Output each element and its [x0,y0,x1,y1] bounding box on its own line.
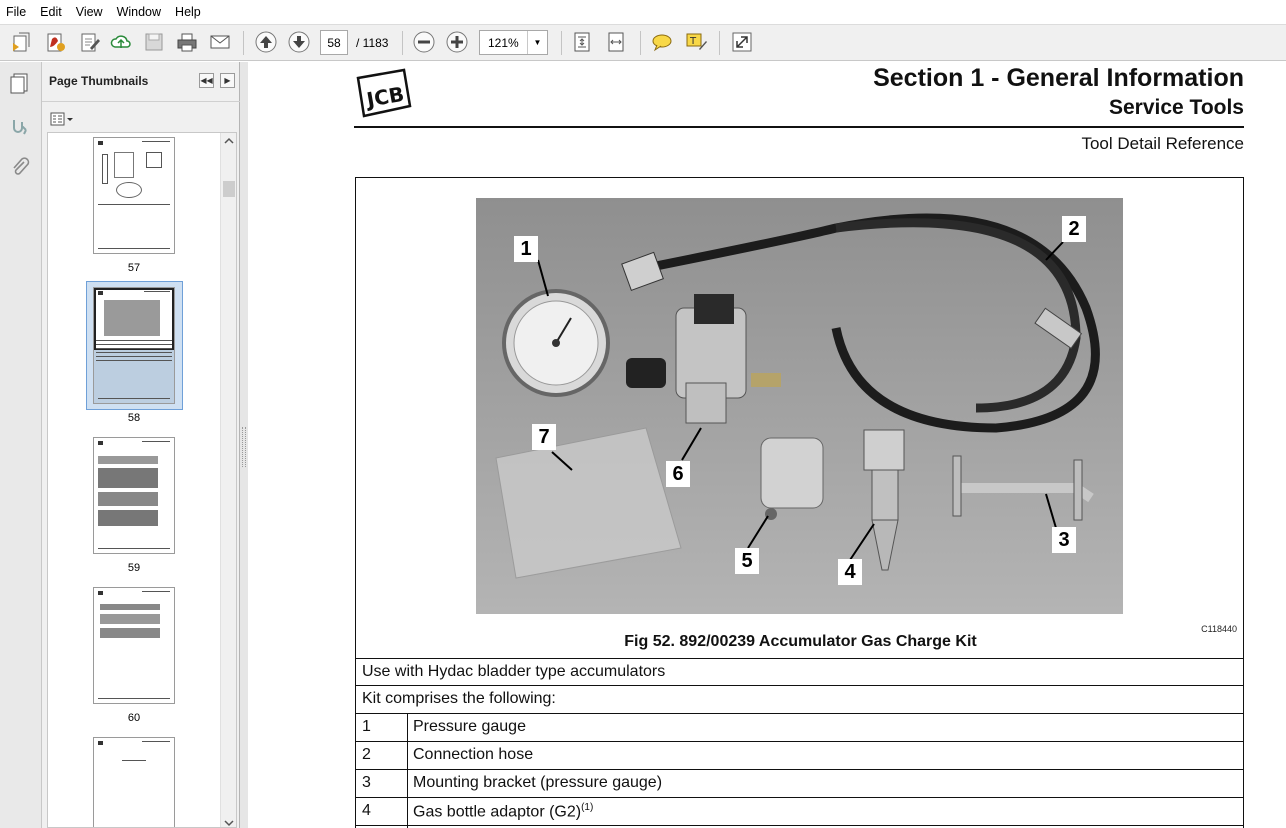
table-row [355,770,1244,798]
section-subtitle: Service Tools [1108,96,1244,119]
figure-caption: Fig 52. 892/00239 Accumulator Gas Charge Kit [624,633,977,650]
accumulator-kit-photo [476,198,1123,614]
table-row [355,714,1244,742]
zoom-select[interactable] [479,30,548,55]
menu-bar [0,0,1286,24]
item-description: Connection hose [413,746,534,763]
thumbnail-list[interactable] [47,132,237,828]
callout-3: 3 [1052,527,1076,553]
figure-box [355,177,1244,660]
thumbnail-label: 59 [127,562,141,574]
edit-document-icon[interactable] [76,29,102,55]
zoom-in-icon[interactable] [444,29,470,55]
table-row [355,658,1244,686]
menu-file[interactable]: File [6,5,27,19]
item-description: Mounting bracket (pressure gauge) [413,774,663,791]
callout-4: 4 [838,559,862,585]
header-rule [354,126,1244,128]
fit-page-icon[interactable] [569,29,595,55]
thumbnail-options-button[interactable] [50,110,76,128]
panel-header [42,62,240,102]
thumbnail-page-61[interactable] [93,737,175,828]
scrollbar-thumb[interactable] [223,181,235,197]
document-page [248,62,1286,828]
print-icon[interactable] [174,29,200,55]
thumbnail-page-57[interactable] [93,137,175,254]
navigation-rail [0,62,42,828]
item-number: 1 [362,718,371,735]
kit-table [355,658,1244,828]
table-intro: Kit comprises the following: [362,690,556,707]
previous-page-icon[interactable] [253,29,279,55]
callout-1: 1 [514,236,538,262]
thumbnail-page-58[interactable] [93,287,175,404]
jcb-logo [354,68,414,123]
panel-splitter[interactable] [240,62,248,828]
zoom-value: 121% [488,36,519,50]
comment-icon[interactable] [649,29,675,55]
page-thumbnails-icon[interactable] [7,70,33,96]
table-row [355,686,1244,714]
thumbnails-panel [42,62,240,828]
open-file-icon[interactable] [9,29,35,55]
section-title: Section 1 - General Information [873,64,1244,92]
svg-text:T: T [690,36,697,47]
chevron-down-icon[interactable]: ▼ [527,31,547,54]
callout-6: 6 [666,461,690,487]
toolbar [0,24,1286,61]
page-count: / 1183 [356,36,389,50]
svg-text:JCB: JCB [364,81,406,112]
section-reference: Tool Detail Reference [1081,134,1244,153]
zoom-out-icon[interactable] [411,29,437,55]
item-description: Pressure gauge [413,718,526,735]
email-icon[interactable] [207,29,233,55]
paperclip-icon[interactable] [7,154,33,180]
panel-title: Page Thumbnails [49,74,149,88]
save-icon[interactable] [141,29,167,55]
create-pdf-icon[interactable] [42,29,68,55]
upload-cloud-icon[interactable] [108,29,134,55]
panel-arrow-button[interactable]: ▶ [220,73,235,88]
highlight-text-icon[interactable] [683,29,709,55]
callout-5: 5 [735,548,759,574]
menu-view[interactable]: View [75,5,103,19]
attachments-link-icon[interactable] [7,112,33,138]
footnote-marker: (1) [581,802,594,813]
item-number: 3 [362,774,371,791]
menu-edit[interactable]: Edit [40,5,62,19]
callout-7: 7 [532,424,556,450]
collapse-panel-button[interactable]: ◀◀ [199,73,214,88]
thumbnail-label: 60 [127,712,141,724]
callout-2: 2 [1062,216,1086,242]
page-number-input[interactable]: 58 [320,30,348,55]
item-number: 4 [362,802,371,819]
thumbnail-scrollbar[interactable] [220,133,236,828]
thumbnail-page-60[interactable] [93,587,175,704]
item-number: 2 [362,746,371,763]
menu-window[interactable]: Window [116,5,162,19]
menu-help[interactable]: Help [175,5,201,19]
expand-icon[interactable] [729,29,755,55]
table-row [355,742,1244,770]
thumbnail-label: 57 [127,262,141,274]
fit-width-icon[interactable] [603,29,629,55]
thumbnail-page-59[interactable] [93,437,175,554]
table-row [355,798,1244,826]
next-page-icon[interactable] [286,29,312,55]
item-description: Gas bottle adaptor $(G2)^{(1)}$ [413,802,594,821]
thumbnail-label: 58 [127,412,141,424]
table-intro: Use with Hydac bladder type accumulators [362,663,666,680]
figure-code: C118440 [1201,624,1237,634]
